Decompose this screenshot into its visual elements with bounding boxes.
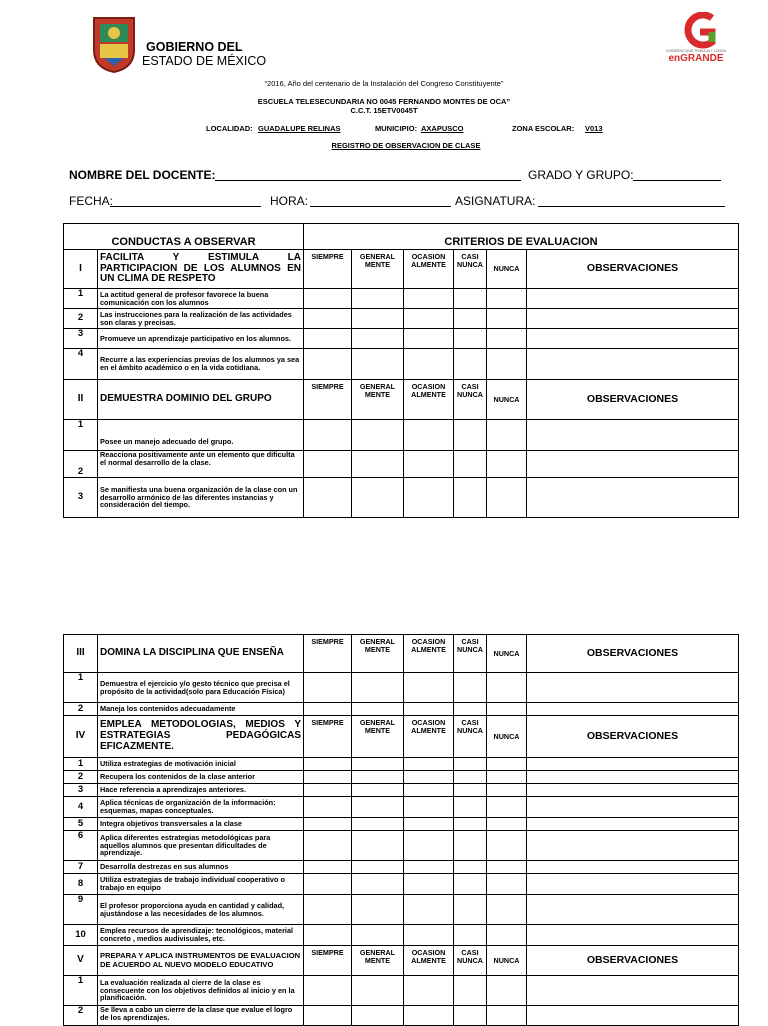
item-number: 5	[64, 818, 98, 831]
check-cell[interactable]	[454, 1006, 487, 1026]
check-cell[interactable]	[304, 784, 352, 797]
col-nunca: NUNCA	[487, 716, 527, 758]
check-cell[interactable]	[487, 771, 527, 784]
item-text: Emplea recursos de aprendizaje: tecnológicos, material concreto , medios audivisuales, etc.	[98, 925, 304, 946]
section-number: II	[64, 380, 98, 420]
check-cell[interactable]	[487, 797, 527, 818]
section-title: DEMUESTRA DOMINIO DEL GRUPO	[98, 380, 304, 420]
col-nunca: NUNCA	[487, 635, 527, 673]
item-number: 8	[64, 874, 98, 895]
col-siempre: SIEMPRE	[304, 250, 352, 289]
item-number: 2	[64, 771, 98, 784]
check-cell[interactable]	[487, 703, 527, 716]
docente-label: NOMBRE DEL DOCENTE:	[69, 168, 216, 182]
check-cell[interactable]	[487, 289, 527, 309]
item-text: Integra objetivos transversales a la clase	[98, 818, 304, 831]
item-number: 2	[64, 1006, 98, 1026]
item-number: 2	[64, 451, 98, 478]
check-cell[interactable]	[304, 673, 352, 703]
col-ocasionalmente: OCASION ALMENTE	[404, 635, 454, 673]
item-text: Recupera los contenidos de la clase anterior	[98, 771, 304, 784]
item-text: La evaluación realizada al cierre de la clase es consecuente con los objetivos definidos al inicio y en la planificación.	[98, 976, 304, 1006]
check-cell[interactable]	[404, 758, 454, 771]
check-cell[interactable]	[487, 758, 527, 771]
observation-cell[interactable]	[527, 831, 739, 861]
check-cell[interactable]	[487, 309, 527, 329]
state-coat-of-arms-logo	[90, 14, 138, 74]
fecha-field[interactable]	[110, 206, 261, 207]
item-text: El profesor proporciona ayuda en cantidad y calidad, ajustándose a las necesidades de los alumnos.	[98, 895, 304, 925]
check-cell[interactable]	[352, 874, 404, 895]
item-number: 4	[64, 349, 98, 380]
item-text: Se manifiesta una buena organización de la clase con un desarrollo armónico de las diferentes instancias y consideración del tiempo.	[98, 478, 304, 518]
col-generalmente: GENERAL MENTE	[352, 380, 404, 420]
check-cell[interactable]	[304, 818, 352, 831]
check-cell[interactable]	[487, 1006, 527, 1026]
section-number: IV	[64, 716, 98, 758]
check-cell[interactable]	[304, 420, 352, 451]
check-cell[interactable]	[404, 349, 454, 380]
check-cell[interactable]	[404, 673, 454, 703]
col-ocasionalmente: OCASION ALMENTE	[404, 250, 454, 289]
col-observaciones: OBSERVACIONES	[527, 250, 739, 289]
col-observaciones: OBSERVACIONES	[527, 380, 739, 420]
section-row	[64, 946, 739, 976]
check-cell[interactable]	[487, 478, 527, 518]
check-cell[interactable]	[404, 797, 454, 818]
check-cell[interactable]	[404, 289, 454, 309]
check-cell[interactable]	[304, 703, 352, 716]
engrande-logo-subtext: GOBIERNO QUE TRABAJA Y LOGRA	[665, 49, 727, 53]
check-cell[interactable]	[404, 329, 454, 349]
table-row	[64, 329, 739, 349]
localidad-value: GUADALUPE RELINAS	[258, 124, 341, 133]
check-cell[interactable]	[404, 771, 454, 784]
table-row	[64, 771, 739, 784]
col-siempre: SIEMPRE	[304, 716, 352, 758]
check-cell[interactable]	[352, 420, 404, 451]
item-text: Utiliza estrategias de trabajo individual cooperativo o trabajo en equipo	[98, 874, 304, 895]
check-cell[interactable]	[454, 758, 487, 771]
check-cell[interactable]	[304, 451, 352, 478]
table-row	[64, 758, 739, 771]
observation-cell[interactable]	[527, 478, 739, 518]
check-cell[interactable]	[404, 895, 454, 925]
check-cell[interactable]	[454, 451, 487, 478]
municipio-label: MUNICIPIO:	[375, 124, 418, 133]
section-row	[64, 250, 739, 289]
check-cell[interactable]	[352, 478, 404, 518]
item-text: Hace referencia a aprendizajes anteriores.	[98, 784, 304, 797]
item-number: 10	[64, 925, 98, 946]
conductas-header: CONDUCTAS A OBSERVAR	[64, 224, 304, 250]
check-cell[interactable]	[454, 818, 487, 831]
check-cell[interactable]	[454, 478, 487, 518]
item-number: 1	[64, 420, 98, 451]
item-text: Recurre a las experiencias previas de los alumnos ya sea en el ámbito académico o en la vida cotidiana.	[98, 349, 304, 380]
item-number: 3	[64, 784, 98, 797]
observation-cell[interactable]	[527, 349, 739, 380]
col-generalmente: GENERAL MENTE	[352, 716, 404, 758]
observation-cell[interactable]	[527, 861, 739, 874]
check-cell[interactable]	[454, 703, 487, 716]
check-cell[interactable]	[487, 895, 527, 925]
check-cell[interactable]	[454, 797, 487, 818]
check-cell[interactable]	[304, 831, 352, 861]
observation-cell[interactable]	[527, 797, 739, 818]
table-row	[64, 478, 739, 518]
table-row	[64, 818, 739, 831]
col-siempre: SIEMPRE	[304, 635, 352, 673]
check-cell[interactable]	[454, 771, 487, 784]
engrande-logo	[660, 12, 732, 68]
check-cell[interactable]	[304, 758, 352, 771]
government-title-line1: GOBIERNO DEL	[146, 40, 243, 54]
item-number: 1	[64, 289, 98, 309]
item-text: Se lleva a cabo un cierre de la clase que evalue el logro de los aprendizajes.	[98, 1006, 304, 1026]
check-cell[interactable]	[352, 895, 404, 925]
observation-cell[interactable]	[527, 1006, 739, 1026]
table-row	[64, 895, 739, 925]
check-cell[interactable]	[404, 309, 454, 329]
check-cell[interactable]	[487, 976, 527, 1006]
check-cell[interactable]	[404, 818, 454, 831]
table-row	[64, 861, 739, 874]
col-observaciones: OBSERVACIONES	[527, 946, 739, 976]
check-cell[interactable]	[304, 478, 352, 518]
section-row	[64, 380, 739, 420]
section-title: EMPLEA METODOLOGIAS, MEDIOS Y ESTRATEGIAS PEDAGÓGICAS EFICAZMENTE.	[98, 716, 304, 758]
col-siempre: SIEMPRE	[304, 946, 352, 976]
col-nunca: NUNCA	[487, 250, 527, 289]
section-title: PREPARA Y APLICA INSTRUMENTOS DE EVALUACION DE ACUERDO AL NUEVO MODELO EDUCATIVO	[98, 946, 304, 976]
observation-cell[interactable]	[527, 451, 739, 478]
section-title: DOMINA LA DISCIPLINA QUE ENSEÑA	[98, 635, 304, 673]
item-text: Utiliza estrategias de motivación inicial	[98, 758, 304, 771]
col-casi-nunca: CASI NUNCA	[454, 635, 487, 673]
check-cell[interactable]	[404, 451, 454, 478]
docente-field[interactable]	[215, 180, 521, 181]
check-cell[interactable]	[304, 349, 352, 380]
check-cell[interactable]	[454, 420, 487, 451]
check-cell[interactable]	[352, 771, 404, 784]
check-cell[interactable]	[352, 309, 404, 329]
observation-cell[interactable]	[527, 703, 739, 716]
check-cell[interactable]	[404, 874, 454, 895]
check-cell[interactable]	[404, 1006, 454, 1026]
table-row	[64, 831, 739, 861]
check-cell[interactable]	[352, 818, 404, 831]
col-casi-nunca: CASI NUNCA	[454, 716, 487, 758]
school-name: ESCUELA TELESECUNDARIA NO 0045 FERNANDO MONTES DE OCA”	[257, 97, 511, 106]
observation-cell[interactable]	[527, 309, 739, 329]
check-cell[interactable]	[352, 784, 404, 797]
asignatura-field[interactable]	[538, 206, 725, 207]
observation-cell[interactable]	[527, 874, 739, 895]
hora-label: HORA:	[270, 194, 309, 208]
item-text: Desarrolla destrezas en sus alumnos	[98, 861, 304, 874]
table-row	[64, 1006, 739, 1026]
check-cell[interactable]	[304, 309, 352, 329]
check-cell[interactable]	[352, 831, 404, 861]
check-cell[interactable]	[304, 1006, 352, 1026]
item-number: 9	[64, 895, 98, 925]
municipio-value: AXAPUSCO	[421, 124, 464, 133]
check-cell[interactable]	[487, 784, 527, 797]
government-title-line2: ESTADO DE MÉXICO	[142, 54, 267, 68]
check-cell[interactable]	[487, 831, 527, 861]
check-cell[interactable]	[487, 861, 527, 874]
table-row	[64, 925, 739, 946]
col-generalmente: GENERAL MENTE	[352, 635, 404, 673]
check-cell[interactable]	[304, 861, 352, 874]
check-cell[interactable]	[454, 673, 487, 703]
check-cell[interactable]	[352, 673, 404, 703]
observation-cell[interactable]	[527, 818, 739, 831]
observation-cell[interactable]	[527, 976, 739, 1006]
check-cell[interactable]	[487, 925, 527, 946]
table-row	[64, 976, 739, 1006]
item-number: 1	[64, 758, 98, 771]
check-cell[interactable]	[487, 874, 527, 895]
check-cell[interactable]	[454, 976, 487, 1006]
observation-cell[interactable]	[527, 289, 739, 309]
check-cell[interactable]	[304, 771, 352, 784]
check-cell[interactable]	[304, 874, 352, 895]
col-nunca: NUNCA	[487, 946, 527, 976]
check-cell[interactable]	[487, 818, 527, 831]
check-cell[interactable]	[352, 861, 404, 874]
fecha-label: FECHA:	[69, 194, 114, 208]
col-ocasionalmente: OCASION ALMENTE	[404, 380, 454, 420]
check-cell[interactable]	[352, 349, 404, 380]
table-row	[64, 309, 739, 329]
check-cell[interactable]	[404, 703, 454, 716]
col-observaciones: OBSERVACIONES	[527, 716, 739, 758]
motto: “2016, Año del centenario de la Instalación del Congreso Constituyente”	[264, 79, 504, 88]
cct: C.C.T. 15ETV0045T	[350, 106, 418, 115]
grado-label: GRADO Y GRUPO:	[528, 168, 634, 182]
item-text: Las instrucciones para la realización de las actividades son claras y precisas.	[98, 309, 304, 329]
check-cell[interactable]	[487, 349, 527, 380]
item-text: La actitud general de profesor favorece la buena comunicación con los alumnos	[98, 289, 304, 309]
item-number: 2	[64, 703, 98, 716]
observation-table-2	[63, 634, 739, 1026]
check-cell[interactable]	[352, 289, 404, 309]
item-number: 6	[64, 831, 98, 861]
check-cell[interactable]	[454, 329, 487, 349]
check-cell[interactable]	[404, 831, 454, 861]
check-cell[interactable]	[404, 478, 454, 518]
section-number: I	[64, 250, 98, 289]
table-row	[64, 673, 739, 703]
table-row	[64, 703, 739, 716]
check-cell[interactable]	[352, 451, 404, 478]
table-row	[64, 420, 739, 451]
section-number: V	[64, 946, 98, 976]
item-text: Aplica técnicas de organización de la información: esquemas, mapas conceptuales.	[98, 797, 304, 818]
grado-field[interactable]	[633, 180, 721, 181]
observation-cell[interactable]	[527, 758, 739, 771]
col-casi-nunca: CASI NUNCA	[454, 380, 487, 420]
item-number: 7	[64, 861, 98, 874]
check-cell[interactable]	[404, 784, 454, 797]
item-text: Reacciona positivamente ante un elemento que dificulta el normal desarrollo de la clase.	[98, 451, 304, 478]
check-cell[interactable]	[454, 784, 487, 797]
observation-cell[interactable]	[527, 784, 739, 797]
item-text: Promueve un aprendizaje participativo en los alumnos.	[98, 329, 304, 349]
item-number: 2	[64, 309, 98, 329]
col-casi-nunca: CASI NUNCA	[454, 250, 487, 289]
observation-cell[interactable]	[527, 895, 739, 925]
item-number: 3	[64, 329, 98, 349]
col-casi-nunca: CASI NUNCA	[454, 946, 487, 976]
item-number: 1	[64, 673, 98, 703]
hora-field[interactable]	[310, 206, 451, 207]
check-cell[interactable]	[352, 976, 404, 1006]
check-cell[interactable]	[487, 329, 527, 349]
section-row	[64, 716, 739, 758]
check-cell[interactable]	[404, 861, 454, 874]
check-cell[interactable]	[487, 420, 527, 451]
check-cell[interactable]	[304, 329, 352, 349]
item-text: Aplica diferentes estrategias metodológicas para aquellos alumnos que presentan dificultades de aprendizaje.	[98, 831, 304, 861]
check-cell[interactable]	[454, 874, 487, 895]
col-observaciones: OBSERVACIONES	[527, 635, 739, 673]
table-row	[64, 289, 739, 309]
check-cell[interactable]	[304, 797, 352, 818]
section-title: FACILITA Y ESTIMULA LA PARTICIPACION DE LOS ALUMNOS EN UN CLIMA DE RESPETO	[98, 250, 304, 289]
zona-label: ZONA ESCOLAR:	[512, 124, 575, 133]
check-cell[interactable]	[454, 309, 487, 329]
observation-cell[interactable]	[527, 771, 739, 784]
check-cell[interactable]	[454, 349, 487, 380]
zona-value: V013	[585, 124, 603, 133]
check-cell[interactable]	[487, 673, 527, 703]
observation-cell[interactable]	[527, 420, 739, 451]
observation-cell[interactable]	[527, 329, 739, 349]
check-cell[interactable]	[352, 1006, 404, 1026]
check-cell[interactable]	[304, 289, 352, 309]
item-number: 4	[64, 797, 98, 818]
check-cell[interactable]	[454, 831, 487, 861]
check-cell[interactable]	[404, 976, 454, 1006]
check-cell[interactable]	[352, 703, 404, 716]
registro-title: REGISTRO DE OBSERVACION DE CLASE	[331, 141, 481, 150]
check-cell[interactable]	[404, 925, 454, 946]
item-text: Posee un manejo adecuado del grupo.	[98, 420, 304, 451]
item-number: 1	[64, 976, 98, 1006]
table-row	[64, 451, 739, 478]
check-cell[interactable]	[304, 976, 352, 1006]
col-ocasionalmente: OCASION ALMENTE	[404, 946, 454, 976]
table-row	[64, 874, 739, 895]
check-cell[interactable]	[454, 925, 487, 946]
check-cell[interactable]	[454, 861, 487, 874]
col-siempre: SIEMPRE	[304, 380, 352, 420]
col-nunca: NUNCA	[487, 380, 527, 420]
item-text: Maneja los contenidos adecuadamente	[98, 703, 304, 716]
col-ocasionalmente: OCASION ALMENTE	[404, 716, 454, 758]
col-generalmente: GENERAL MENTE	[352, 946, 404, 976]
localidad-label: LOCALIDAD:	[206, 124, 253, 133]
item-number: 3	[64, 478, 98, 518]
check-cell[interactable]	[404, 420, 454, 451]
check-cell[interactable]	[352, 925, 404, 946]
table-row	[64, 797, 739, 818]
criterios-header: CRITERIOS DE EVALUACION	[304, 224, 739, 250]
col-generalmente: GENERAL MENTE	[352, 250, 404, 289]
check-cell[interactable]	[454, 289, 487, 309]
observation-cell[interactable]	[527, 925, 739, 946]
check-cell[interactable]	[352, 758, 404, 771]
observation-cell[interactable]	[527, 673, 739, 703]
table-row	[64, 784, 739, 797]
check-cell[interactable]	[487, 451, 527, 478]
table-row	[64, 349, 739, 380]
check-cell[interactable]	[454, 895, 487, 925]
asignatura-label: ASIGNATURA:	[455, 194, 536, 208]
check-cell[interactable]	[352, 797, 404, 818]
check-cell[interactable]	[304, 925, 352, 946]
check-cell[interactable]	[304, 895, 352, 925]
item-text: Demuestra el ejercicio y/o gesto técnico que precisa el propósito de la actividad(solo para Educación Física)	[98, 673, 304, 703]
section-number: III	[64, 635, 98, 673]
section-row	[64, 635, 739, 673]
check-cell[interactable]	[352, 329, 404, 349]
engrande-logo-text: enGRANDE	[668, 53, 724, 64]
observation-table-1	[63, 223, 739, 518]
